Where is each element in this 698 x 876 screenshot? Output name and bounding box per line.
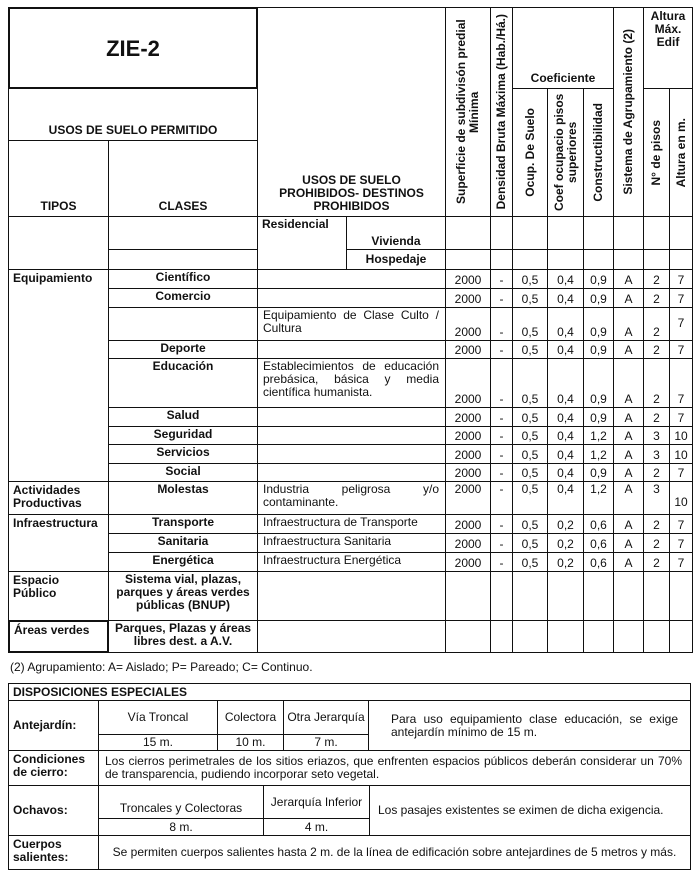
dens-cell: - — [490, 358, 513, 408]
pisos-cell: 2 — [643, 533, 670, 553]
header-altura-m — [669, 88, 693, 217]
cons-cell — [583, 571, 614, 621]
ocup-cell: 0,5 — [512, 552, 548, 572]
header-densidad-text: Densidad Bruta Máxima (Hab./Há.) — [494, 14, 508, 210]
coef-cell: 0,4 — [547, 288, 584, 308]
agr-cell: A — [613, 481, 644, 515]
disposiciones-title: DISPOSICIONES ESPECIALES — [8, 683, 691, 701]
residencial-empty-cell — [669, 249, 693, 270]
antejardin-value-via-troncal: 15 m. — [98, 734, 218, 751]
sup-cell: 2000 — [445, 288, 491, 308]
dens-cell: - — [490, 463, 513, 482]
coef-cell: 0,4 — [547, 426, 584, 445]
ocup-cell — [512, 571, 548, 621]
residencial-clase-empty-2 — [108, 249, 258, 270]
sup-cell: 2000 — [445, 426, 491, 445]
sup-cell — [445, 571, 491, 621]
header-ocup-suelo — [512, 88, 548, 217]
prohibido-cell: Establecimientos de educación prebásica, básica y media científica humanista. — [257, 358, 446, 408]
alt-cell: 10 — [669, 426, 693, 445]
pisos-cell: 2 — [643, 307, 670, 341]
header-coef-pisos-text: Coef ocupacio pisos superiores — [551, 93, 579, 212]
ochavos-col-troncales: Troncales y Colectoras — [98, 785, 264, 819]
prohibido-cell — [257, 288, 446, 308]
cons-cell: 1,2 — [583, 426, 614, 445]
residencial-empty-cell — [643, 216, 670, 250]
dens-cell: - — [490, 481, 513, 515]
clase-cell: Comercio — [108, 288, 258, 308]
coef-cell: 0,4 — [547, 407, 584, 427]
sup-cell: 2000 — [445, 481, 491, 515]
alt-cell: 7 — [669, 552, 693, 572]
alt-cell: 7 — [669, 533, 693, 553]
ocup-cell: 0,5 — [512, 269, 548, 289]
ocup-cell: 0,5 — [512, 514, 548, 534]
cierro-text: Los cierros perimetrales de los sitios eriazos, que enfrenten espacios públicos deberán considerar un 70% de transparencia, pudiendo incorporar seto vegetal. — [98, 750, 691, 786]
prohibido-cell — [257, 444, 446, 464]
residencial-label: Residencial — [257, 216, 347, 270]
pisos-cell: 3 — [643, 426, 670, 445]
header-altura-m-text: Altura en m. — [673, 117, 688, 188]
sup-cell: 2000 — [445, 358, 491, 408]
sup-cell: 2000 — [445, 533, 491, 553]
clase-cell: Deporte — [108, 340, 258, 359]
agr-cell: A — [613, 463, 644, 482]
ochavos-value-jerarquia-inferior: 4 m. — [263, 818, 370, 836]
pisos-cell: 2 — [643, 552, 670, 572]
antejardin-note: Para uso equipamiento clase educación, se exige antejardín mínimo de 15 m. — [368, 700, 691, 751]
header-usos-permitido: USOS DE SUELO PERMITIDO — [8, 88, 258, 141]
agr-cell: A — [613, 444, 644, 464]
header-n-pisos-text: N° de pisos — [649, 119, 663, 186]
dens-cell: - — [490, 307, 513, 341]
ocup-cell: 0,5 — [512, 340, 548, 359]
alt-cell: 10 — [669, 481, 693, 515]
ochavos-col-jerarquia-inferior: Jerarquía Inferior — [263, 785, 370, 819]
agr-cell: A — [613, 358, 644, 408]
cons-cell: 0,9 — [583, 340, 614, 359]
clase-cell: Energética — [108, 552, 258, 572]
ocup-cell: 0,5 — [512, 463, 548, 482]
ochavos-value-troncales: 8 m. — [98, 818, 264, 836]
cons-cell: 0,9 — [583, 307, 614, 341]
alt-cell: 10 — [669, 444, 693, 464]
prohibido-cell: Infraestructura Energética — [257, 552, 446, 572]
residencial-empty-cell — [583, 216, 614, 250]
pisos-cell: 2 — [643, 407, 670, 427]
ocup-cell: 0,5 — [512, 444, 548, 464]
pisos-cell: 2 — [643, 269, 670, 289]
prohibido-cell — [257, 340, 446, 359]
clase-cell: Sanitaria — [108, 533, 258, 553]
cierro-label: Condiciones de cierro: — [8, 750, 99, 786]
tipo-espacio-publico: Espacio Público — [8, 571, 109, 621]
ocup-cell: 0,5 — [512, 481, 548, 515]
residencial-empty-cell — [583, 249, 614, 270]
coef-cell: 0,4 — [547, 340, 584, 359]
ocup-cell: 0,5 — [512, 288, 548, 308]
clase-cell: Servicios — [108, 444, 258, 464]
coef-cell — [547, 571, 584, 621]
prohibido-cell — [257, 407, 446, 427]
pisos-cell: 2 — [643, 288, 670, 308]
header-tipos: TIPOS — [8, 140, 109, 217]
zone-title: ZIE-2 — [8, 7, 258, 89]
header-clases: CLASES — [108, 140, 258, 217]
alt-cell: 7 — [669, 407, 693, 427]
header-ocup-suelo-text: Ocup. De Suelo — [522, 108, 537, 197]
agr-cell: A — [613, 269, 644, 289]
dens-cell: - — [490, 444, 513, 464]
ocup-cell: 0,5 — [512, 307, 548, 341]
prohibido-cell: Industria peligrosa y/o contaminante. — [257, 481, 446, 515]
sup-cell: 2000 — [445, 307, 491, 341]
prohibido-cell: Equipamiento de Clase Culto / Cultura — [257, 307, 446, 341]
pisos-cell: 3 — [643, 444, 670, 464]
pisos-cell: 3 — [643, 481, 670, 515]
residencial-empty-cell — [512, 216, 548, 250]
cons-cell: 1,2 — [583, 444, 614, 464]
tipo-actividades-productivas: Actividades Productivas — [8, 481, 109, 515]
ochavos-label: Ochavos: — [8, 785, 99, 836]
cons-cell: 0,9 — [583, 358, 614, 408]
residencial-tipo-empty — [8, 216, 109, 270]
dens-cell: - — [490, 552, 513, 572]
header-agrupamiento-text: Sistema de Agrupamiento (2) — [621, 29, 635, 195]
clase-cell: Transporte — [108, 514, 258, 534]
prohibido-cell: Infraestructura de Transporte — [257, 514, 446, 534]
clase-cell: Social — [108, 463, 258, 482]
coef-cell: 0,4 — [547, 481, 584, 515]
alt-cell — [669, 571, 693, 621]
agr-cell — [613, 620, 644, 653]
sup-cell: 2000 — [445, 463, 491, 482]
dens-cell — [490, 571, 513, 621]
antejardin-col-otra-jerarquia: Otra Jerarquía — [283, 700, 369, 735]
ocup-cell: 0,5 — [512, 533, 548, 553]
tipo-infraestructura: Infraestructura — [8, 514, 109, 572]
agr-cell: A — [613, 426, 644, 445]
agr-cell — [613, 571, 644, 621]
cuerpos-label: Cuerpos salientes: — [8, 835, 99, 870]
cons-cell: 0,9 — [583, 269, 614, 289]
residencial-empty-cell — [490, 249, 513, 270]
coef-cell: 0,4 — [547, 463, 584, 482]
clase-cell: Salud — [108, 407, 258, 427]
residencial-empty-cell — [643, 249, 670, 270]
alt-cell: 7 — [669, 340, 693, 359]
agr-cell: A — [613, 288, 644, 308]
residencial-clase-empty-1 — [108, 216, 258, 250]
residencial-empty-cell — [547, 216, 584, 250]
agr-cell: A — [613, 533, 644, 553]
coef-cell: 0,4 — [547, 358, 584, 408]
clase-cell: Científico — [108, 269, 258, 289]
pisos-cell — [643, 620, 670, 653]
dens-cell: - — [490, 407, 513, 427]
prohibido-cell — [257, 620, 446, 653]
coef-cell: 0,4 — [547, 444, 584, 464]
alt-cell: 7 — [669, 269, 693, 289]
cuerpos-text: Se permiten cuerpos salientes hasta 2 m. de la línea de edificación sobre antejardines de 5 metros y más. — [98, 835, 691, 870]
tipo-areas-verdes: Áreas verdes — [8, 620, 109, 653]
prohibido-cell — [257, 571, 446, 621]
prohibido-cell — [257, 269, 446, 289]
prohibido-cell: Infraestructura Sanitaria — [257, 533, 446, 553]
sup-cell: 2000 — [445, 444, 491, 464]
dens-cell: - — [490, 288, 513, 308]
header-coef-pisos — [547, 88, 584, 217]
header-superficie-text: Superficie de subdivisón predial Mínima — [454, 19, 481, 205]
residencial-vivienda: Vivienda — [346, 216, 446, 250]
coef-cell: 0,2 — [547, 533, 584, 553]
dens-cell: - — [490, 269, 513, 289]
dens-cell: - — [490, 340, 513, 359]
dens-cell: - — [490, 426, 513, 445]
sup-cell: 2000 — [445, 340, 491, 359]
cons-cell: 0,6 — [583, 514, 614, 534]
sup-cell — [445, 620, 491, 653]
sup-cell: 2000 — [445, 269, 491, 289]
header-coeficiente: Coeficiente — [512, 7, 614, 89]
pisos-cell: 2 — [643, 514, 670, 534]
antejardin-value-colectora: 10 m. — [217, 734, 284, 751]
sup-cell: 2000 — [445, 552, 491, 572]
cons-cell: 0,6 — [583, 533, 614, 553]
coef-cell: 0,2 — [547, 552, 584, 572]
pisos-cell: 2 — [643, 340, 670, 359]
agr-cell: A — [613, 552, 644, 572]
residencial-empty-cell — [445, 249, 491, 270]
ocup-cell — [512, 620, 548, 653]
header-densidad — [490, 7, 513, 217]
antejardin-value-otra-jerarquia: 7 m. — [283, 734, 369, 751]
ocup-cell: 0,5 — [512, 407, 548, 427]
alt-cell: 7 — [669, 358, 693, 408]
agr-cell: A — [613, 407, 644, 427]
coef-cell: 0,4 — [547, 307, 584, 341]
dens-cell: - — [490, 533, 513, 553]
sup-cell: 2000 — [445, 514, 491, 534]
dens-cell — [490, 620, 513, 653]
residencial-hospedaje: Hospedaje — [346, 249, 446, 270]
agr-cell: A — [613, 307, 644, 341]
coef-cell: 0,2 — [547, 514, 584, 534]
ochavos-note: Los pasajes existentes se eximen de dicha exigencia. — [369, 785, 691, 836]
header-altura: Altura Máx. Edif — [643, 7, 693, 89]
sup-cell: 2000 — [445, 407, 491, 427]
agr-cell: A — [613, 514, 644, 534]
header-constructibilidad — [583, 88, 614, 217]
antejardin-label: Antejardín: — [8, 700, 99, 751]
header-superficie — [445, 7, 491, 217]
cons-cell — [583, 620, 614, 653]
alt-cell: 7 — [669, 288, 693, 308]
residencial-empty-cell — [669, 216, 693, 250]
residencial-empty-cell — [613, 249, 644, 270]
pisos-cell: 2 — [643, 358, 670, 408]
cons-cell: 0,6 — [583, 552, 614, 572]
antejardin-col-colectora: Colectora — [217, 700, 284, 735]
prohibido-cell — [257, 463, 446, 482]
clase-cell: Parques, Plazas y áreas libres dest. a A.V. — [108, 620, 258, 653]
footnote-agrupamiento: (2) Agrupamiento: A= Aislado; P= Pareado; C= Continuo. — [10, 660, 313, 674]
ocup-cell: 0,5 — [512, 426, 548, 445]
cons-cell: 1,2 — [583, 481, 614, 515]
residencial-empty-cell — [613, 216, 644, 250]
header-constructibilidad-text: Constructibilidad — [591, 103, 605, 202]
alt-cell — [669, 620, 693, 653]
pisos-cell: 2 — [643, 463, 670, 482]
alt-cell: 7 — [669, 463, 693, 482]
prohibido-cell — [257, 426, 446, 445]
residencial-empty-cell — [547, 249, 584, 270]
cons-cell: 0,9 — [583, 288, 614, 308]
clase-cell — [108, 307, 258, 341]
cons-cell: 0,9 — [583, 463, 614, 482]
ocup-cell: 0,5 — [512, 358, 548, 408]
coef-cell: 0,4 — [547, 269, 584, 289]
antejardin-col-via-troncal: Vía Troncal — [98, 700, 218, 735]
clase-cell: Seguridad — [108, 426, 258, 445]
tipo-equipamiento: Equipamiento — [8, 269, 109, 482]
header-agrupamiento — [613, 7, 644, 217]
clase-cell: Sistema vial, plazas, parques y áreas verdes públicas (BNUP) — [108, 571, 258, 621]
alt-cell: 7 — [669, 307, 693, 341]
pisos-cell — [643, 571, 670, 621]
dens-cell: - — [490, 514, 513, 534]
residencial-empty-cell — [490, 216, 513, 250]
cons-cell: 0,9 — [583, 407, 614, 427]
header-usos-prohibidos: USOS DE SUELO PROHIBIDOS- DESTINOS PROHIBIDOS — [257, 7, 446, 217]
residencial-empty-cell — [512, 249, 548, 270]
residencial-empty-cell — [445, 216, 491, 250]
clase-cell: Molestas — [108, 481, 258, 515]
clase-cell: Educación — [108, 358, 258, 408]
coef-cell — [547, 620, 584, 653]
header-n-pisos — [643, 88, 670, 217]
alt-cell: 7 — [669, 514, 693, 534]
agr-cell: A — [613, 340, 644, 359]
